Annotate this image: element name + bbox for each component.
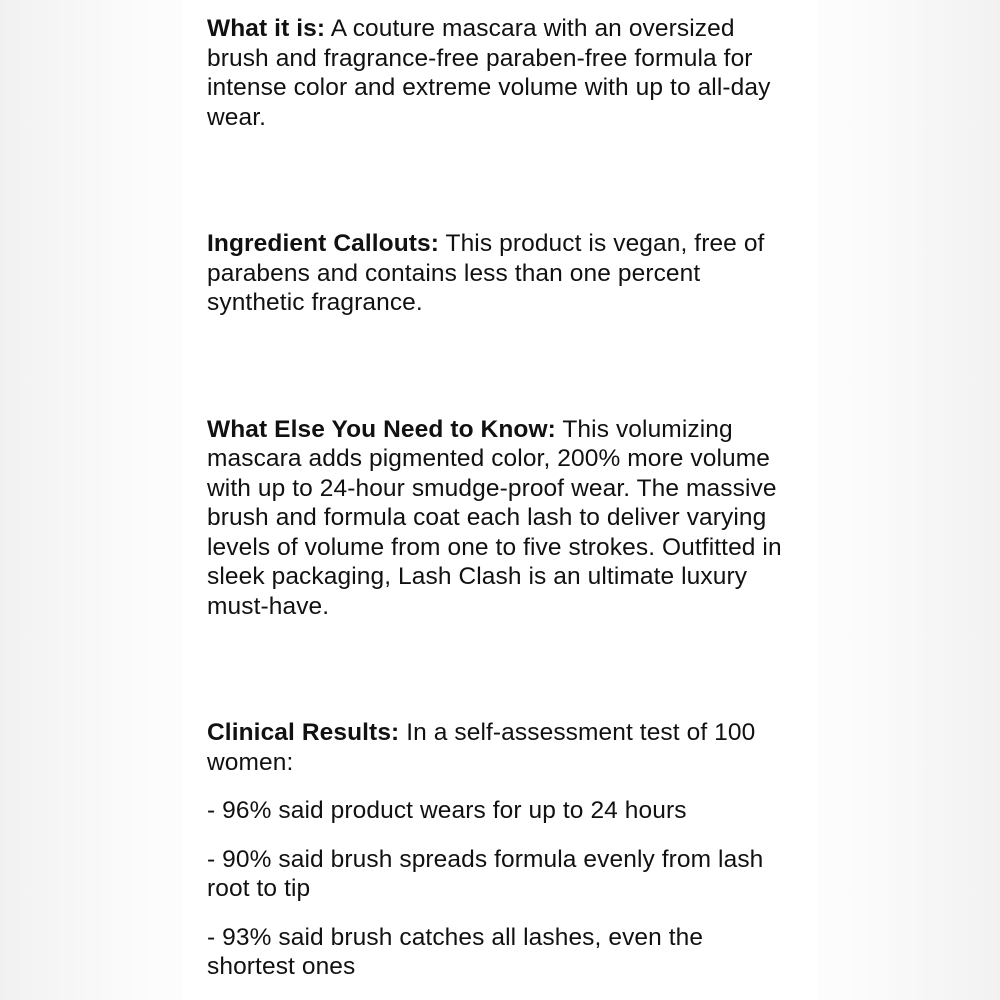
clinical-results-label: Clinical Results: bbox=[207, 719, 400, 746]
clinical-results-text: In a self-assessment test of 100 women: bbox=[207, 719, 756, 776]
spacer bbox=[207, 318, 797, 415]
what-it-is-text: A couture mascara with an oversized brush and fragrance-free paraben-free formula for intense color and extreme volume with up to all-day wear. bbox=[207, 15, 771, 131]
spacer bbox=[207, 621, 797, 718]
what-else-label: What Else You Need to Know: bbox=[207, 415, 556, 443]
product-description bbox=[207, 14, 797, 982]
clinical-result-item: - 93% said brush catches all lashes, even the shortest ones bbox=[207, 923, 704, 980]
ingredient-callouts-text: This product is vegan, free of parabens and contains less than one percent synthetic fragrance. bbox=[207, 230, 765, 316]
clinical-result-item: - 90% said brush spreads formula evenly from lash root to tip bbox=[207, 845, 764, 902]
ingredient-callouts-paragraph bbox=[207, 229, 797, 318]
spacer bbox=[207, 904, 797, 923]
ingredient-callouts-label: Ingredient Callouts: bbox=[207, 230, 440, 257]
what-else-paragraph bbox=[207, 415, 797, 622]
spacer bbox=[207, 132, 797, 229]
spacer bbox=[207, 777, 797, 796]
spacer bbox=[207, 826, 797, 845]
what-else-text: This volumizing mascara adds pigmented color, 200% more volume with up to 24-hour smudge-proof wear. The massive brush and formula coat each lash to deliver varying levels of volume from one to five strokes. Outfitted in sleek packaging, Lash Clash is an ultimate luxury must-have. bbox=[207, 415, 782, 620]
what-it-is-label: What it is: bbox=[207, 15, 326, 42]
what-it-is-paragraph bbox=[207, 14, 797, 132]
document-page bbox=[182, 0, 818, 1000]
clinical-result-item: - 96% said product wears for up to 24 hours bbox=[207, 797, 687, 824]
clinical-results-paragraph bbox=[207, 718, 797, 777]
